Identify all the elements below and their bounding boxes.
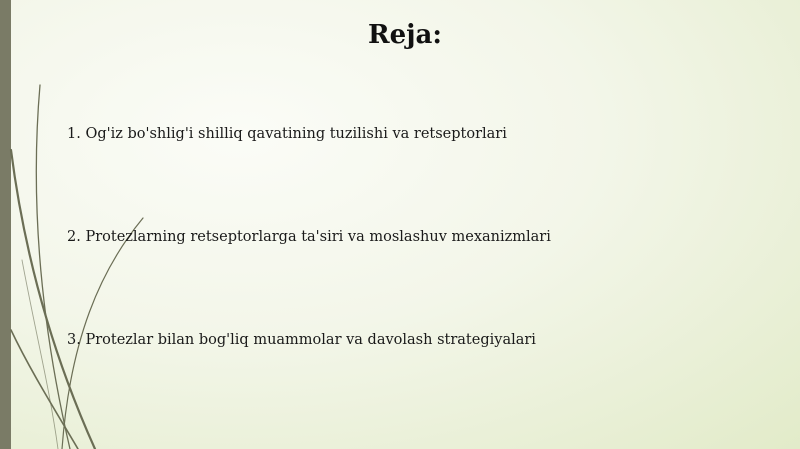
decor-curve-1 (11, 150, 95, 449)
slide-title: Reja: (367, 20, 442, 50)
plan-item-1: 1. Og'iz bo'shlig'i shilliq qavatining tuzilishi va retseptorlari (67, 126, 507, 142)
plan-item-3: 3. Protezlar bilan bog'liq muammolar va davolash strategiyalari (67, 332, 536, 348)
decor-curve-2 (36, 85, 70, 449)
plan-item-2: 2. Protezlarning retseptorlarga ta'siri va moslashuv mexanizmlari (67, 229, 551, 245)
decor-curve-5 (22, 260, 58, 449)
